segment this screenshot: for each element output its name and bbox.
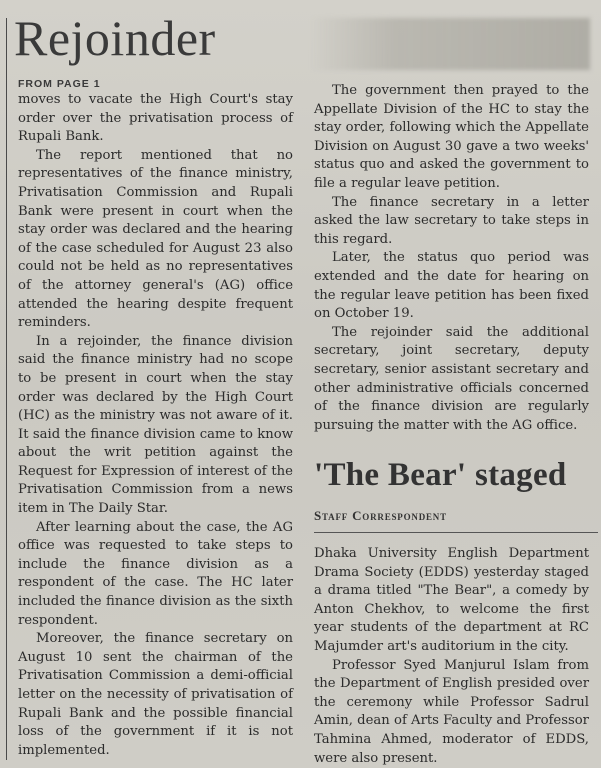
paragraph: moves to vacate the High Court's stay order over the privatisation process of Rupali Bank. [18,92,293,145]
second-article-headline: 'The Bear' staged [314,457,567,493]
article-headline: Rejoinder [14,10,216,66]
column-rule [6,18,7,760]
paragraph: The report mentioned that no representatives of the finance ministry, Privatisation Commission and Rupali Bank were present in court when the stay order was declared and the hearing of the case scheduled for August 23 also could not be held as no representatives of the attorney general's (AG) office attended the hearing despite frequent reminders. [18,147,293,331]
paragraph: After learning about the case, the AG office was requested to take steps to include the finance division as a respondent of the case. The HC later included the finance division as the sixth respondent. [18,519,293,628]
paragraph: Moreover, the finance secretary on August 10 sent the chairman of the Privatisation Commission a demi-official letter on the necessity of privatisation of Rupali Bank and the possible financial loss of the government if it is not implemented. [18,631,293,758]
byline-divider [314,532,598,533]
paragraph: Later, the status quo period was extended and the date for hearing on the regular leave petition has been fixed on October 19. [314,250,589,322]
article-column-1 [18,91,293,760]
second-article-body [314,545,589,768]
paragraph: The government then prayed to the Appellate Division of the HC to stay the stay order, following which the Appellate Division on August 30 gave a two weeks' status quo and asked the government to file a regular leave petition. [314,83,589,191]
continuation-kicker: FROM PAGE 1 [18,78,101,90]
bleed-through-shadow [310,18,590,70]
byline: Staff Correspondent [314,508,447,523]
paragraph: Professor Syed Manjurul Islam from the Department of English presided over the ceremony while Professor Sadrul Amin, dean of Arts Faculty and Professor Tahmina Ahmed, moderator of EDDS, were also present. [314,657,589,766]
paragraph: The rejoinder said the additional secretary, joint secretary, deputy secretary, senior assistant secretary and other administrative officials concerned of the finance division are regularly pursuing the matter with the AG office. [314,324,589,433]
article-column-2 [314,82,589,435]
paragraph: Dhaka University English Department Drama Society (EDDS) yesterday staged a drama titled "The Bear", a comedy by Anton Chekhov, to welcome the first year students of the department at RC Majumder art's auditorium in the city. [314,546,589,654]
paragraph: The finance secretary in a letter asked the law secretary to take steps in this regard. [314,194,589,247]
paragraph: In a rejoinder, the finance division said the finance ministry had no scope to be present in court when the stay order was declared by the High Court (HC) as the ministry was not aware of it. It said the finance division came to know about the writ petition against the Request for Expression of interest of the Privatisation Commission from a news item in The Daily Star. [18,333,293,517]
